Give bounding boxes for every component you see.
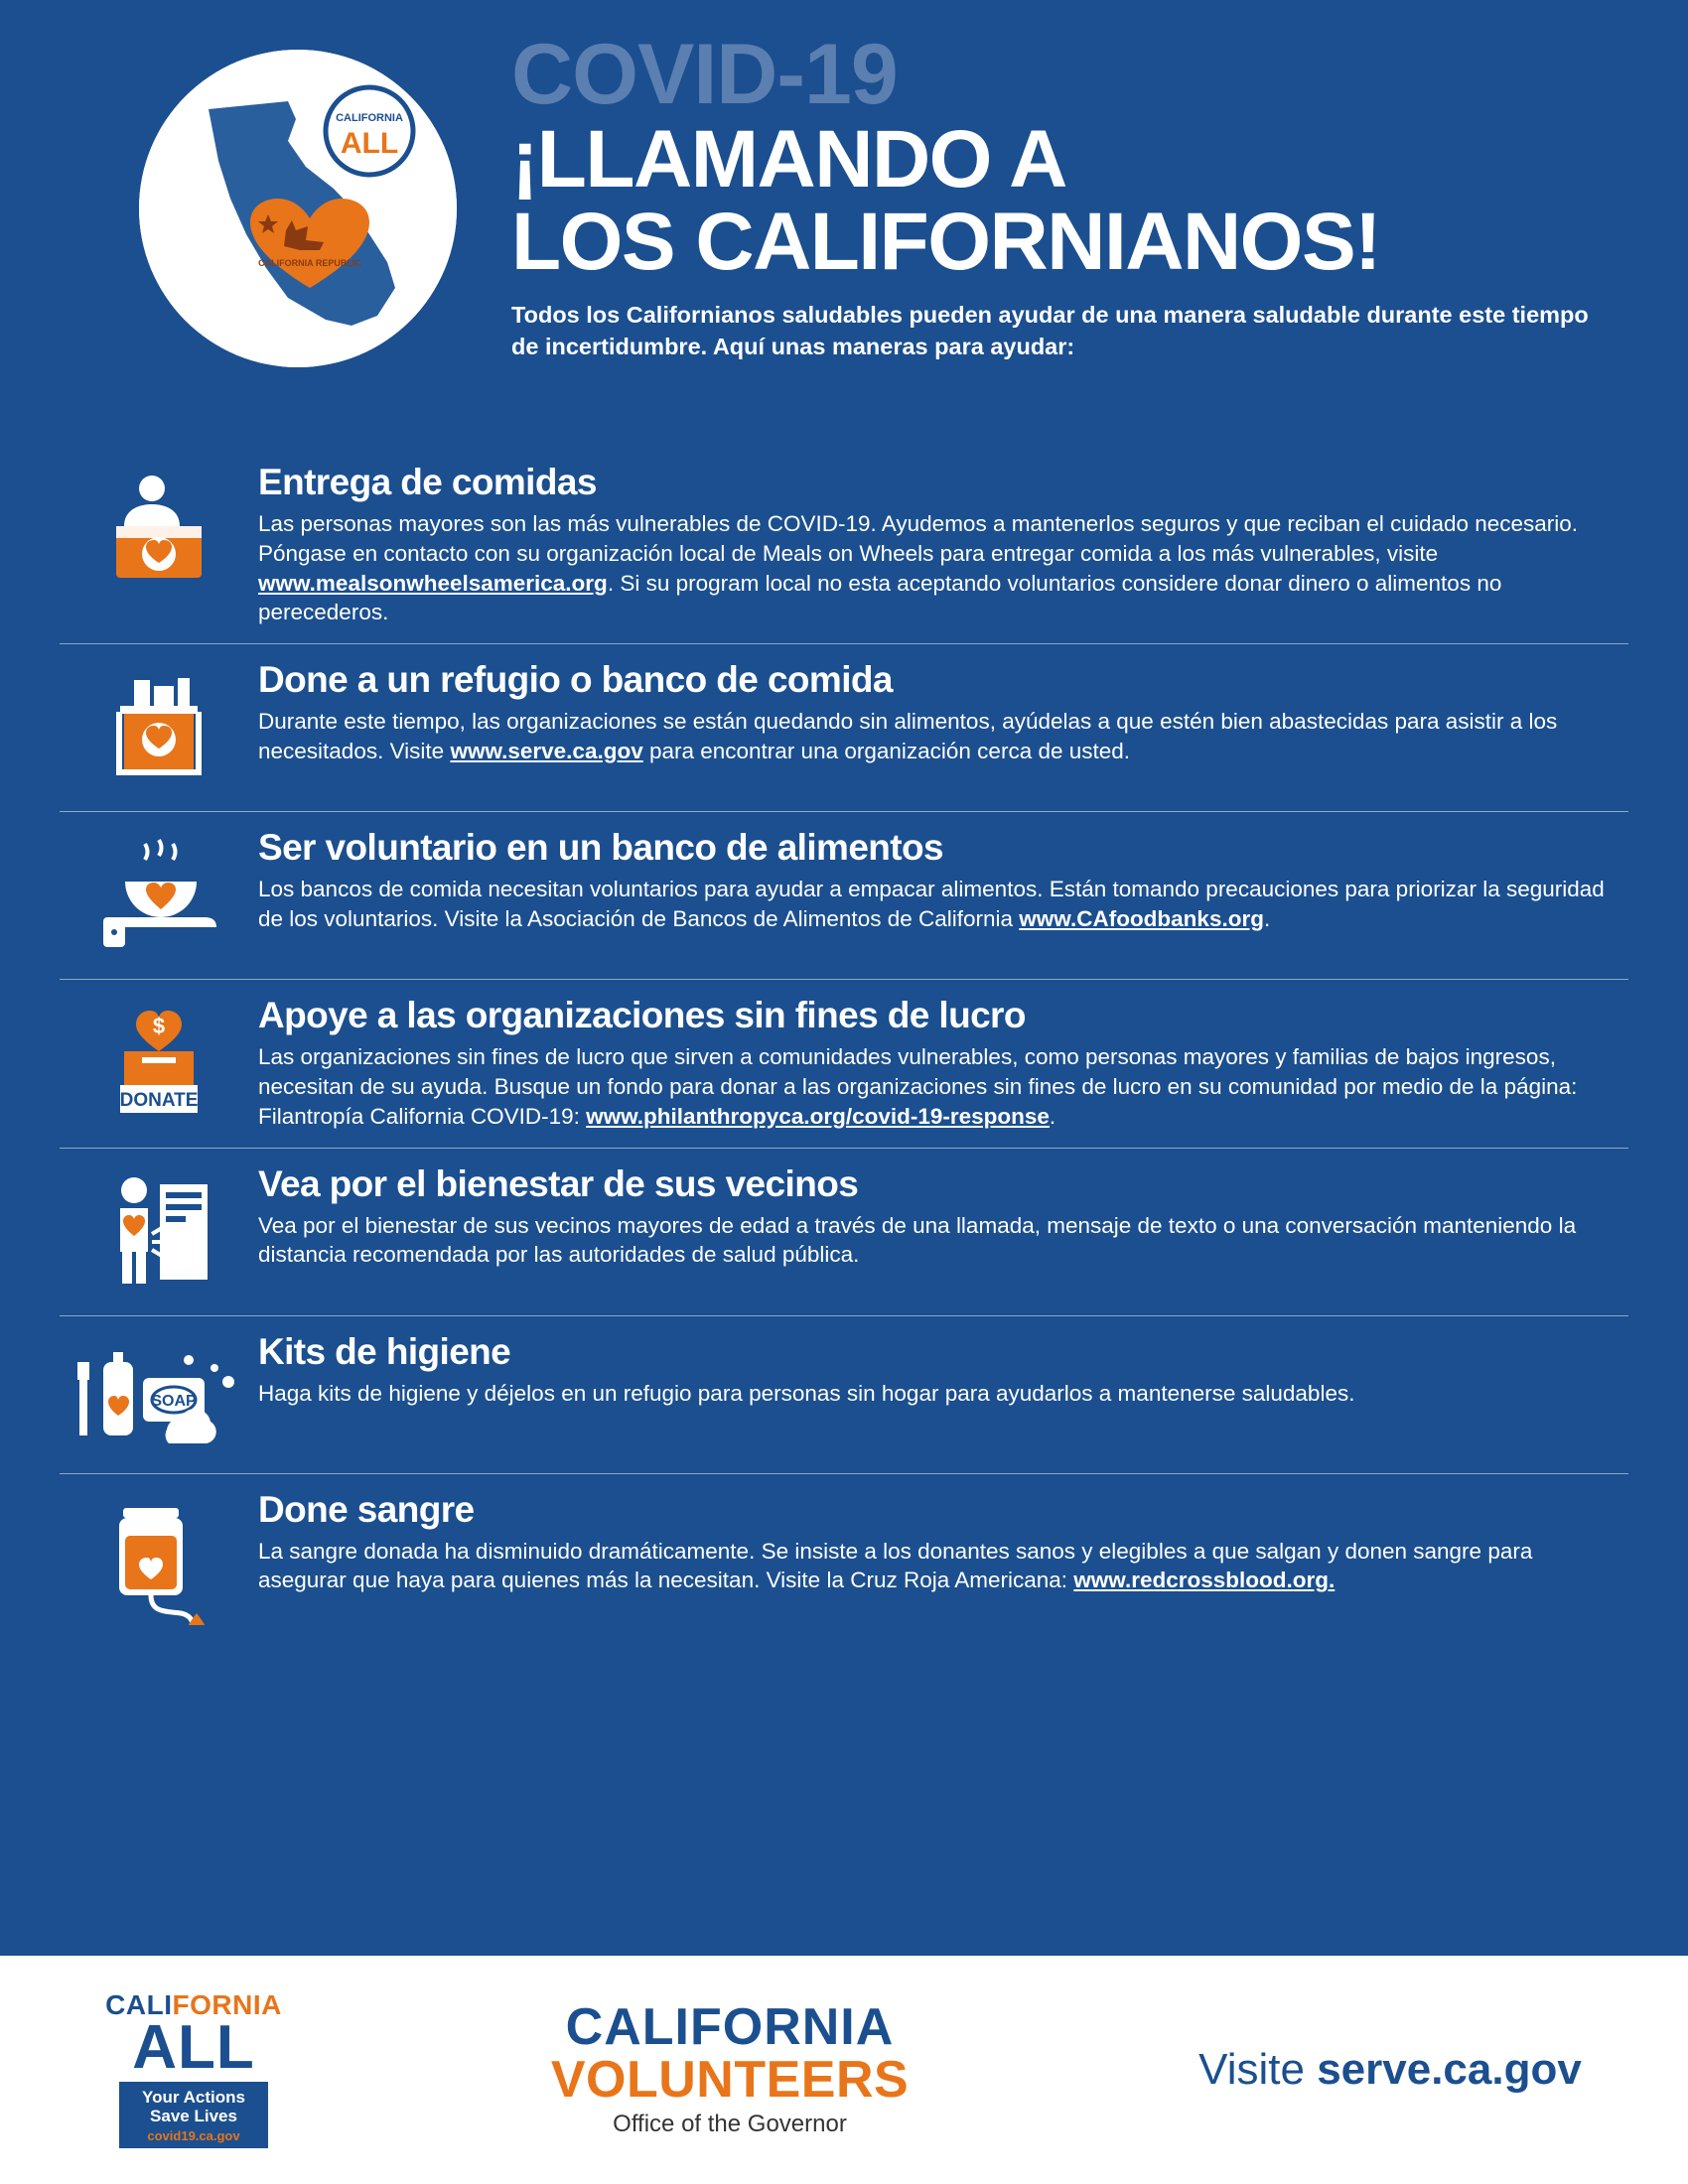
sections-list [0,447,1688,1641]
cv-line-2: VOLUNTEERS [550,2050,910,2109]
badge-bear-text: CALIFORNIA REPUBLIC [258,258,361,268]
logo-california-all [0,1991,328,2148]
footer-visit-url[interactable]: serve.ca.gov [1317,2045,1582,2094]
logo-all-text: ALL [132,2013,255,2083]
section-text [258,1164,1628,1271]
section-title: Done sangre [258,1488,475,1530]
badge-all-text: ALL [340,127,399,160]
section-body [258,509,1609,628]
section-title: Kits de higiene [258,1330,511,1372]
headline-line-1: ¡LLAMANDO A [511,113,1066,205]
section-body [258,875,1609,934]
section-title: Done a un refugio o banco de comida [258,659,893,701]
section-link[interactable]: www.serve.ca.gov [450,738,643,763]
logo-california-volunteers [328,1997,1132,2139]
section-body-part2: . [1049,1103,1056,1129]
section-body-part1: La sangre donada ha disminuido dramáticamente. Se insiste a los donantes sanos y elegibles a que salgan y donen sangre para asegurar que haya para quienes más la necesitan. Visite la Cruz Roja Americana: [258,1538,1533,1593]
logo-cali-text: CALI [105,1989,173,2021]
section-body-part2: . [1263,905,1271,931]
headline-line-2: LOS CALIFORNIANOS! [511,197,1380,288]
section-body-part1: Las personas mayores son las más vulnerables de COVID-19. Ayudemos a mantenerlos seguros y que reciban el cuidado necesario. Póngase en contacto con su organización local de Meals on Wheels para entregar comida a los más vulnerables, visite [258,510,1579,566]
section-text [258,996,1628,1131]
section-body-part1: Las organizaciones sin fines de lucro que sirven a comunidades vulnerables, como personas mayores y familias de bajos ingresos, necesitan de su ayuda. Busque un fondo para donar a las organizaciones sin fines de lucro en su comunidad por medio de la página: Filantropía California COVID-19: [258,1044,1578,1129]
food-box-donation-icon [60,660,258,795]
section-body-part2: para encontrar una organización cerca de usted. [642,738,1131,763]
section-text [258,660,1628,766]
poster-footer [0,1956,1688,2184]
section-body [258,1042,1609,1132]
logo-covid-url[interactable]: covid19.ca.gov [147,2128,240,2144]
badge-california-text: CALIFORNIA [336,112,403,124]
section-food-bank-donation [60,643,1628,811]
donate-label: DONATE [119,1090,199,1112]
section-text [258,828,1628,934]
logo-tagline-line2: Save Lives [150,2107,237,2126]
section-title: Apoye a las organizaciones sin fines de lucro [258,995,1026,1036]
section-body [258,707,1609,766]
section-link[interactable]: www.philanthropyca.org/covid-19-response [586,1103,1050,1129]
cv-line-1: CALIFORNIA [565,1997,895,2056]
section-meal-delivery [60,447,1628,643]
section-title: Entrega de comidas [258,462,597,502]
section-link[interactable]: www.CAfoodbanks.org [1019,905,1264,931]
covid-label: COVID-19 [511,27,898,122]
logo-tagline-line1: Your Actions [142,2087,245,2107]
title-block [511,27,1623,362]
section-title: Ser voluntario en un banco de alimentos [258,827,944,869]
section-check-on-neighbors [60,1148,1628,1315]
neighbor-check-in-icon [60,1164,258,1299]
section-food-bank-volunteer [60,811,1628,979]
poster-header [0,0,1688,447]
soup-bowl-hand-icon [60,828,258,963]
california-all-badge [139,50,457,367]
section-hygiene-kits [60,1315,1628,1473]
blood-donation-icon [60,1490,258,1625]
section-body [258,1211,1609,1271]
section-body-part2: . Si su program local no esta aceptando voluntarios considere donar dinero o alimentos no perecederos. [258,570,1502,625]
subheadline: Todos los Californianos saludables pueden ayudar de una manera saludable durante este tiempo de incertidumbre. Aquí unas maneras para ayudar: [511,301,1589,359]
footer-visit-prefix: Visite [1198,2045,1318,2094]
section-body [258,1379,1609,1409]
section-donate-blood [60,1473,1628,1641]
dollar-sign-label: $ [152,1014,166,1039]
footer-visit-callout [1132,2045,1688,2095]
section-title: Vea por el bienestar de sus vecinos [258,1162,859,1204]
section-text [258,1332,1628,1409]
section-body-part1: Los bancos de comida necesitan voluntarios para ayudar a empacar alimentos. Están tomando precauciones para priorizar la seguridad de los voluntarios. Visite la Asociación de Bancos de Alimentos de California [258,877,1605,931]
hygiene-kit-icon [60,1332,258,1457]
badge-artwork [139,50,457,367]
logo-fornia-text: FORNIA [172,1989,282,2021]
section-link[interactable]: www.mealsonwheelsamerica.org [258,570,608,596]
section-body-part1: Haga kits de higiene y déjelos en un refugio para personas sin hogar para ayudarlos a mantenerse saludables. [258,1380,1355,1406]
logo-tagline-box [119,2082,268,2148]
cv-line-3: Office of the Governor [613,2111,847,2138]
meal-delivery-icon [60,463,258,598]
donate-box-icon [60,996,258,1131]
soap-label: SOAP [151,1392,197,1410]
section-text [258,1490,1628,1596]
section-body-part1: Durante este tiempo, las organizaciones se están quedando sin alimentos, ayúdelas a que estén bien abastecidas para asistir a los necesitados. Visite [258,709,1558,763]
section-body [258,1537,1609,1596]
section-support-nonprofits [60,979,1628,1147]
section-link[interactable]: www.redcrossblood.org. [1073,1568,1336,1593]
section-body-part1: Vea por el bienestar de sus vecinos mayores de edad a través de una llamada, mensaje de texto o una conversación manteniendo la distancia recomendada por las autoridades de salud pública. [258,1212,1577,1268]
section-text [258,463,1628,627]
